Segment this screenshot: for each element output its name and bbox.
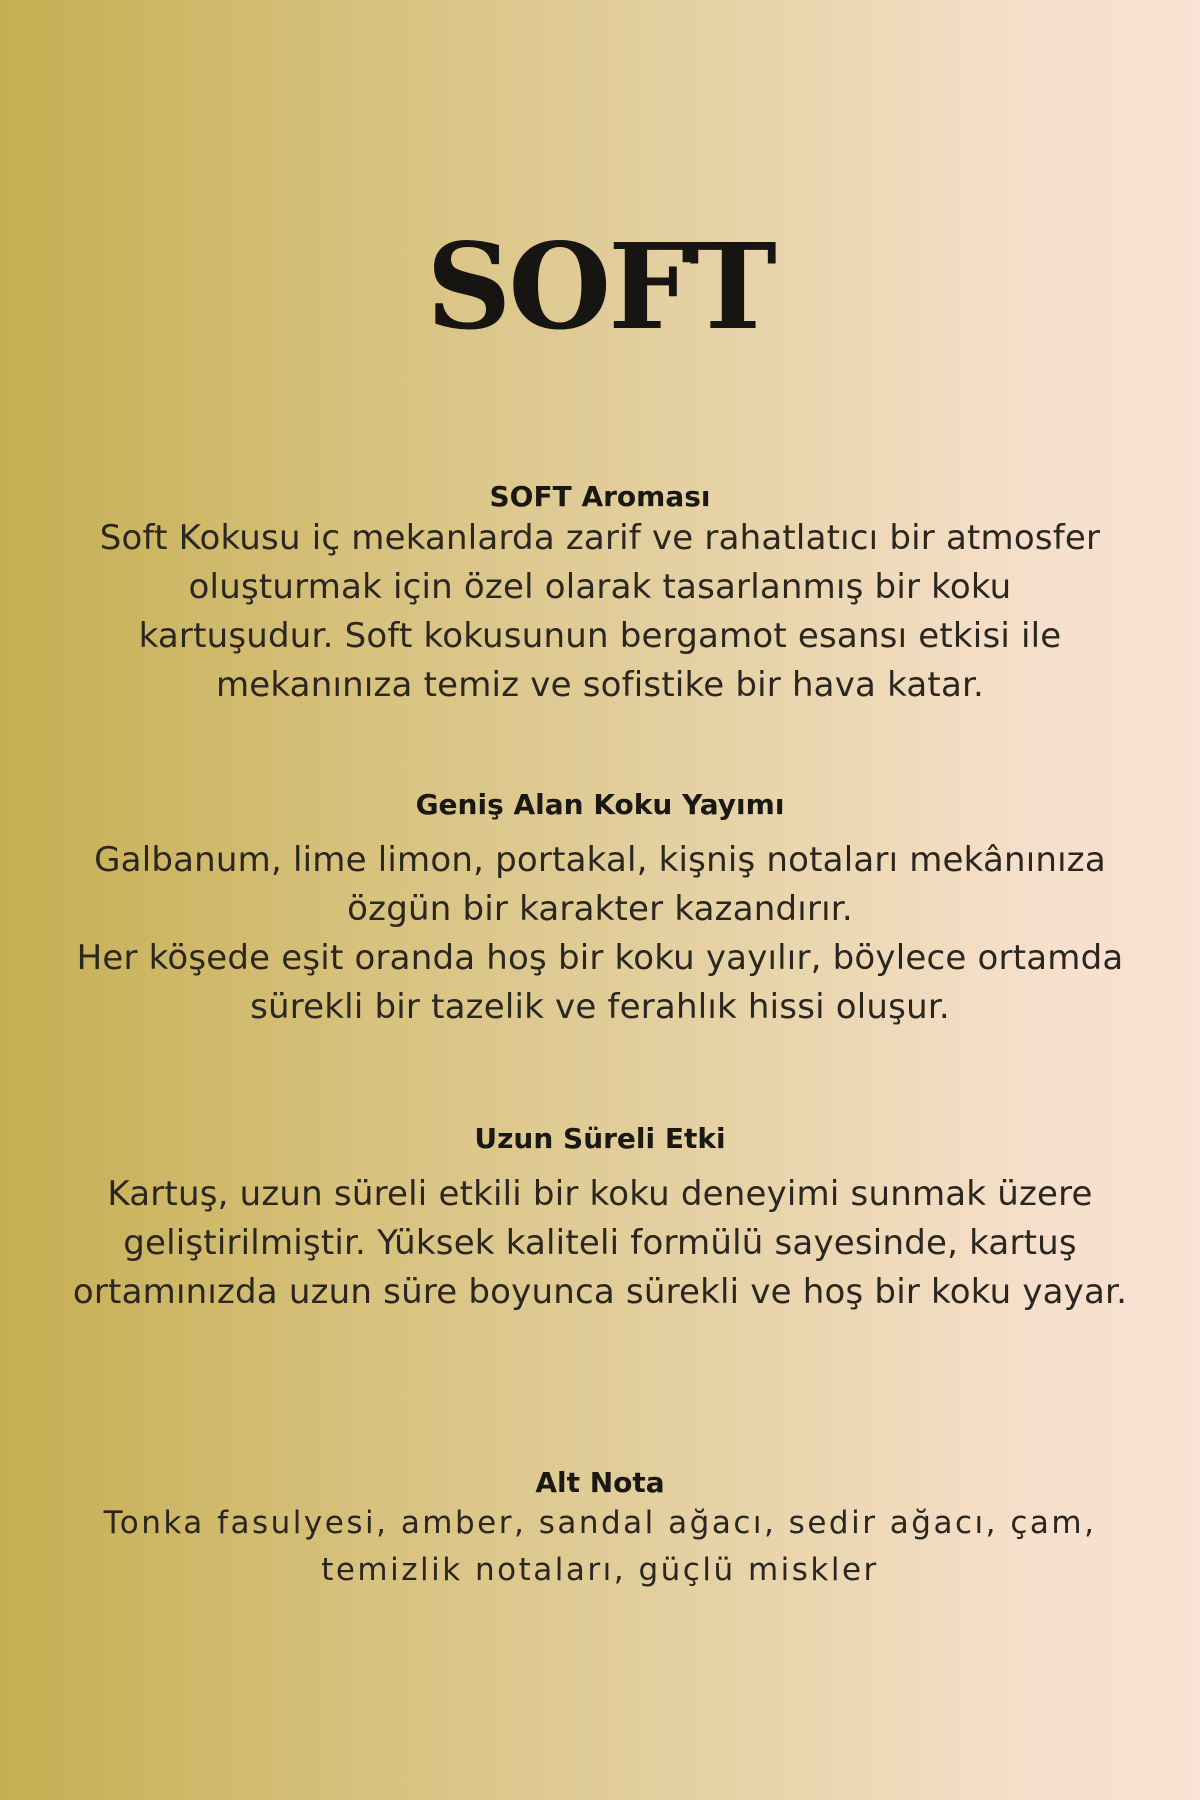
page-title: SOFT xyxy=(426,217,774,356)
section-soft-aroma xyxy=(20,480,1180,710)
section-heading: Alt Nota xyxy=(535,1466,665,1499)
section-heading: Geniş Alan Koku Yayımı xyxy=(415,788,785,821)
section-body xyxy=(20,1500,1180,1594)
body-line: Kartuş, uzun süreli etkili bir koku deneyimi sunmak üzere xyxy=(107,1173,1093,1214)
body-line: ortamınızda uzun süre boyunca sürekli ve hoş bir koku yayar. xyxy=(72,1271,1128,1312)
body-line: Her köşede eşit oranda hoş bir koku yayılır, böylece ortamda xyxy=(76,937,1124,978)
body-line: mekanınıza temiz ve sofistike bir hava katar. xyxy=(215,664,985,705)
body-line: kartuşudur. Soft kokusunun bergamot esansı etkisi ile xyxy=(138,615,1062,656)
body-line: geliştirilmiştir. Yüksek kaliteli formülü sayesinde, kartuş xyxy=(123,1222,1077,1263)
section-base-notes xyxy=(20,1466,1180,1594)
body-line: sürekli bir tazelik ve ferahlık hissi oluşur. xyxy=(250,986,950,1027)
section-body xyxy=(20,514,1180,710)
body-line: Soft Kokusu iç mekanlarda zarif ve rahatlatıcı bir atmosfer xyxy=(99,517,1101,558)
section-wide-area-diffusion xyxy=(20,788,1180,1032)
section-heading: Uzun Süreli Etki xyxy=(474,1122,726,1155)
section-body xyxy=(20,1170,1180,1317)
body-line: Tonka fasulyesi, amber, sandal ağacı, sedir ağacı, çam, xyxy=(103,1504,1097,1541)
body-line: Galbanum, lime limon, portakal, kişniş notaları mekânınıza xyxy=(94,839,1106,880)
body-line: oluşturmak için özel olarak tasarlanmış bir koku xyxy=(188,566,1012,607)
section-heading: SOFT Aroması xyxy=(489,480,711,513)
body-line: özgün bir karakter kazandırır. xyxy=(347,888,853,929)
section-long-lasting-effect xyxy=(20,1122,1180,1317)
section-body xyxy=(20,836,1180,1032)
body-line: temizlik notaları, güçlü miskler xyxy=(321,1551,879,1588)
